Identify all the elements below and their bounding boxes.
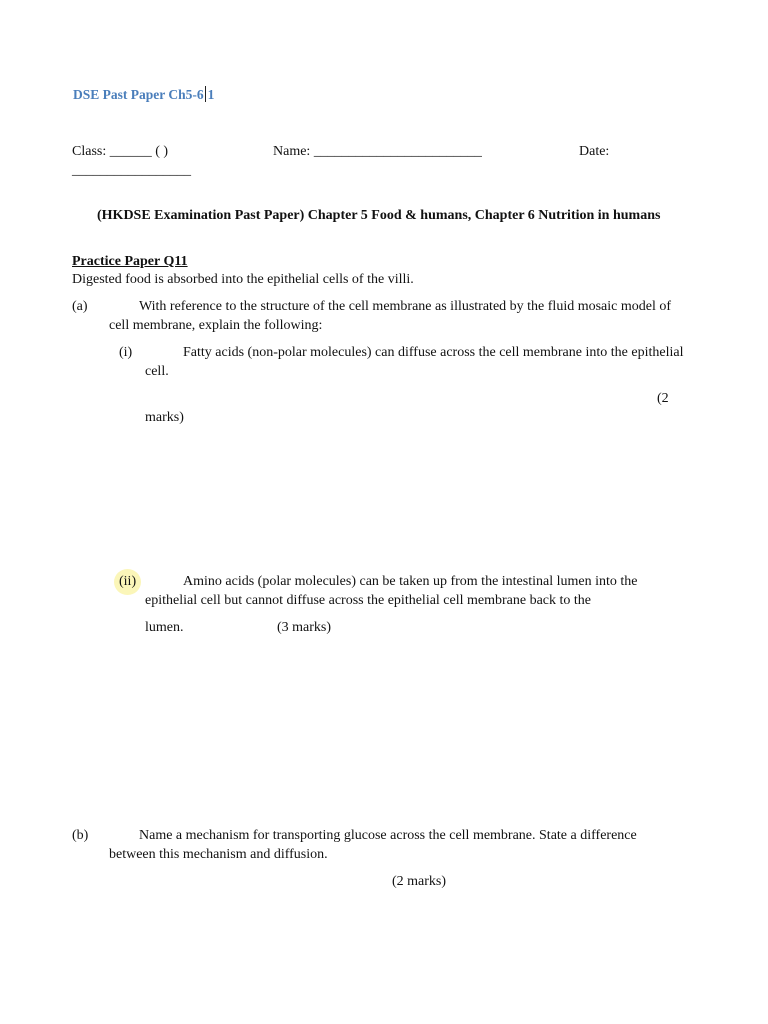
header-ref-suffix: 1	[207, 87, 215, 102]
part-ii-marks: (3 marks)	[277, 620, 332, 635]
question-b-line2: between this mechanism and diffusion.	[109, 847, 328, 862]
highlighted-label: (ii)	[114, 569, 141, 595]
part-i-label: (i)	[119, 345, 133, 360]
question-b-line1: Name a mechanism for transporting glucose across the cell membrane. State a difference	[139, 828, 637, 843]
date-field-label: Date:	[579, 144, 610, 159]
name-field-label: Name: ________________________	[273, 144, 482, 159]
text-cursor	[205, 86, 206, 102]
section-title: Practice Paper Q11	[72, 254, 188, 269]
part-i-marks-close: marks)	[145, 410, 184, 425]
question-a-line1: With reference to the structure of the cell membrane as illustrated by the fluid mosaic model of	[139, 299, 672, 314]
page-title: (HKDSE Examination Past Paper) Chapter 5 Food & humans, Chapter 6 Nutrition in humans	[97, 208, 661, 223]
question-a-label: (a)	[72, 299, 88, 314]
part-i-line1: Fatty acids (non-polar molecules) can diffuse across the cell membrane into the epithelial	[183, 345, 684, 360]
question-b-label: (b)	[72, 828, 89, 843]
part-i-line2: cell.	[145, 364, 169, 379]
part-ii-line2: epithelial cell but cannot diffuse across the epithelial cell membrane back to the	[145, 593, 592, 608]
class-field-label: Class: ______ ( )	[72, 144, 169, 159]
date-field-blank: _________________	[72, 163, 191, 178]
part-ii-label	[119, 573, 136, 591]
question-a-line2: cell membrane, explain the following:	[109, 318, 323, 333]
part-i-marks-open: (2	[657, 391, 669, 406]
section-intro: Digested food is absorbed into the epithelial cells of the villi.	[72, 272, 414, 287]
part-ii-line3: lumen.	[145, 620, 184, 635]
question-b-marks: (2 marks)	[392, 874, 447, 889]
part-ii-line1: Amino acids (polar molecules) can be taken up from the intestinal lumen into the	[183, 574, 638, 589]
document-header	[73, 86, 214, 104]
header-ref-text: DSE Past Paper Ch5-6	[73, 87, 204, 102]
